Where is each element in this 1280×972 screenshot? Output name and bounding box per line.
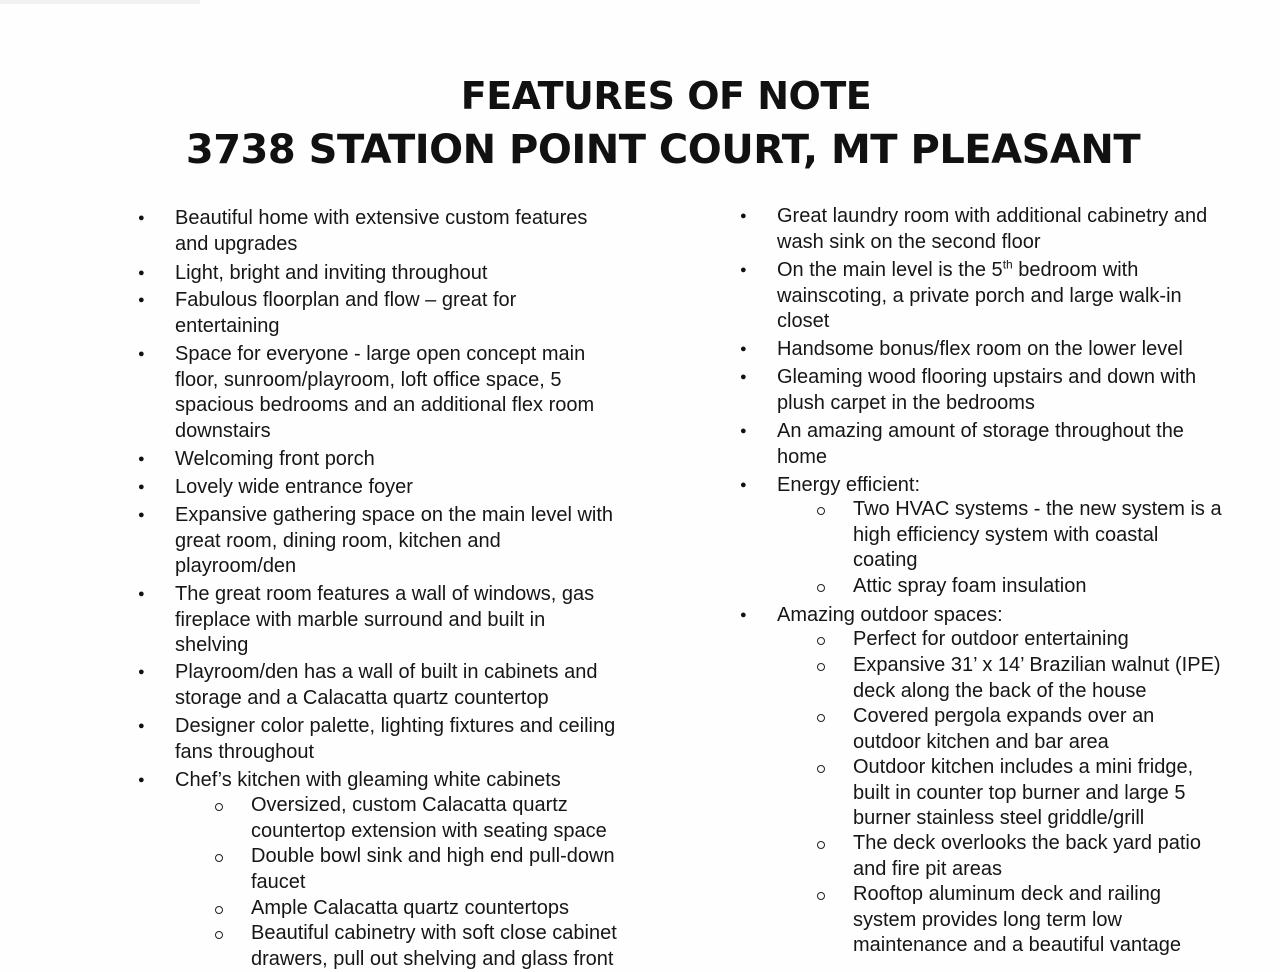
sub-bullet-icon [215,854,223,862]
feature-line: shelving [175,633,594,659]
feature-line: Two HVAC systems - the new system is a [853,497,1222,523]
feature-line: The deck overlooks the back yard patio [853,831,1201,857]
feature-line: Amazing outdoor spaces: [777,603,1003,629]
bullet-icon: ● [740,337,747,363]
feature-item [777,473,920,499]
feature-line: wash sink on the second floor [777,230,1207,256]
sub-bullet-icon [817,637,825,645]
feature-line: Oversized, custom Calacatta quartz [251,793,607,819]
bullet-icon: ● [740,258,747,284]
bullet-icon: ● [138,503,145,529]
page-title: FEATURES OF NOTE [0,74,1280,118]
feature-line: playroom/den [175,554,613,580]
feature-line: Expansive 31’ x 14’ Brazilian walnut (IPE) [853,653,1221,679]
bullet-icon: ● [138,768,145,794]
feature-line: Rooftop aluminum deck and railing [853,882,1181,908]
feature-line: entertaining [175,314,516,340]
feature-line: Perfect for outdoor entertaining [853,627,1129,653]
feature-line: coating [853,548,1222,574]
sub-bullet-icon [215,931,223,939]
feature-item [175,475,413,501]
feature-item [777,204,1207,255]
feature-line: Designer color palette, lighting fixtures and ceiling [175,714,615,740]
bullet-icon: ● [138,714,145,740]
feature-item [175,261,487,287]
feature-subitem [853,574,1086,600]
feature-line: floor, sunroom/playroom, loft office space, 5 [175,368,594,394]
bullet-icon: ● [740,419,747,445]
sub-bullet-icon [817,584,825,592]
feature-subitem [853,831,1201,882]
feature-item [777,419,1184,470]
feature-line: wainscoting, a private porch and large walk-in [777,284,1182,310]
feature-line: spacious bedrooms and an additional flex room [175,393,594,419]
feature-line: outdoor kitchen and bar area [853,730,1154,756]
feature-item [175,288,516,339]
bullet-icon: ● [138,261,145,287]
feature-line: Beautiful home with extensive custom features [175,206,587,232]
feature-line: countertop extension with seating space [251,819,607,845]
feature-line: Welcoming front porch [175,447,375,473]
feature-line: Attic spray foam insulation [853,574,1086,600]
feature-subitem [251,793,607,844]
feature-line: fireplace with marble surround and built in [175,608,594,634]
feature-line: On the main level is the 5th bedroom with [777,258,1182,284]
feature-item [175,582,594,659]
feature-line: storage and a Calacatta quartz countertop [175,686,597,712]
bullet-icon: ● [138,475,145,501]
bullet-icon: ● [740,603,747,629]
bullet-icon: ● [740,365,747,391]
feature-line: Ample Calacatta quartz countertops [251,896,569,922]
feature-line: Energy efficient: [777,473,920,499]
sub-bullet-icon [817,765,825,773]
feature-subitem [853,497,1222,574]
feature-line: high efficiency system with coastal [853,523,1222,549]
sub-bullet-icon [817,714,825,722]
feature-line: Great laundry room with additional cabinetry and [777,204,1207,230]
sub-bullet-icon [817,663,825,671]
bullet-icon: ● [138,288,145,314]
feature-item [777,365,1196,416]
feature-line: closet [777,309,1182,335]
feature-line: Covered pergola expands over an [853,704,1154,730]
feature-line: Double bowl sink and high end pull-down [251,844,615,870]
feature-item [175,447,375,473]
feature-line: Outdoor kitchen includes a mini fridge, [853,755,1193,781]
bullet-icon: ● [740,473,747,499]
sub-bullet-icon [215,906,223,914]
feature-subitem [251,844,615,895]
feature-subitem [251,896,569,922]
feature-line: Chef’s kitchen with gleaming white cabinets [175,768,561,794]
feature-line: and upgrades [175,232,587,258]
sub-bullet-icon [215,803,223,811]
feature-line: fans throughout [175,740,615,766]
feature-line: faucet [251,870,615,896]
feature-item [175,503,613,580]
feature-line: The great room features a wall of windows, gas [175,582,594,608]
feature-line: downstairs [175,419,594,445]
feature-line: Lovely wide entrance foyer [175,475,413,501]
scan-artifact [0,0,200,4]
superscript: th [1003,257,1013,271]
property-address-title: 3738 STATION POINT COURT, MT PLEASANT [0,127,1280,173]
feature-line: An amazing amount of storage throughout the [777,419,1184,445]
feature-subitem [853,627,1129,653]
bullet-icon: ● [740,204,747,230]
bullet-icon: ● [138,447,145,473]
feature-line: great room, dining room, kitchen and [175,529,613,555]
feature-line: home [777,445,1184,471]
bullet-icon: ● [138,660,145,686]
feature-item [777,258,1182,335]
bullet-icon: ● [138,206,145,232]
feature-item [175,660,597,711]
feature-line: Handsome bonus/flex room on the lower level [777,337,1183,363]
feature-subitem [251,921,617,972]
sub-bullet-icon [817,841,825,849]
feature-line: deck along the back of the house [853,679,1221,705]
feature-line: burner stainless steel griddle/grill [853,806,1193,832]
feature-item [777,337,1183,363]
feature-line: plush carpet in the bedrooms [777,391,1196,417]
sub-bullet-icon [817,892,825,900]
feature-item [175,206,587,257]
feature-line: and fire pit areas [853,857,1201,883]
feature-line: drawers, pull out shelving and glass front [251,947,617,972]
bullet-icon: ● [138,582,145,608]
feature-line: Beautiful cabinetry with soft close cabinet [251,921,617,947]
feature-line: built in counter top burner and large 5 [853,781,1193,807]
feature-subitem [853,653,1221,704]
feature-line: Fabulous floorplan and flow – great for [175,288,516,314]
feature-line: system provides long term low [853,908,1181,934]
feature-line-continued: bedroom with [1013,259,1139,281]
feature-subitem [853,882,1181,959]
feature-line: Gleaming wood flooring upstairs and down with [777,365,1196,391]
feature-line: Space for everyone - large open concept main [175,342,594,368]
feature-line: Playroom/den has a wall of built in cabinets and [175,660,597,686]
feature-item [777,603,1003,629]
feature-item [175,768,561,794]
sub-bullet-icon [817,507,825,515]
feature-item [175,714,615,765]
feature-line: Light, bright and inviting throughout [175,261,487,287]
feature-item [175,342,594,444]
feature-line: maintenance and a beautiful vantage [853,933,1181,959]
feature-subitem [853,704,1154,755]
feature-line: Expansive gathering space on the main level with [175,503,613,529]
bullet-icon: ● [138,342,145,368]
feature-subitem [853,755,1193,832]
